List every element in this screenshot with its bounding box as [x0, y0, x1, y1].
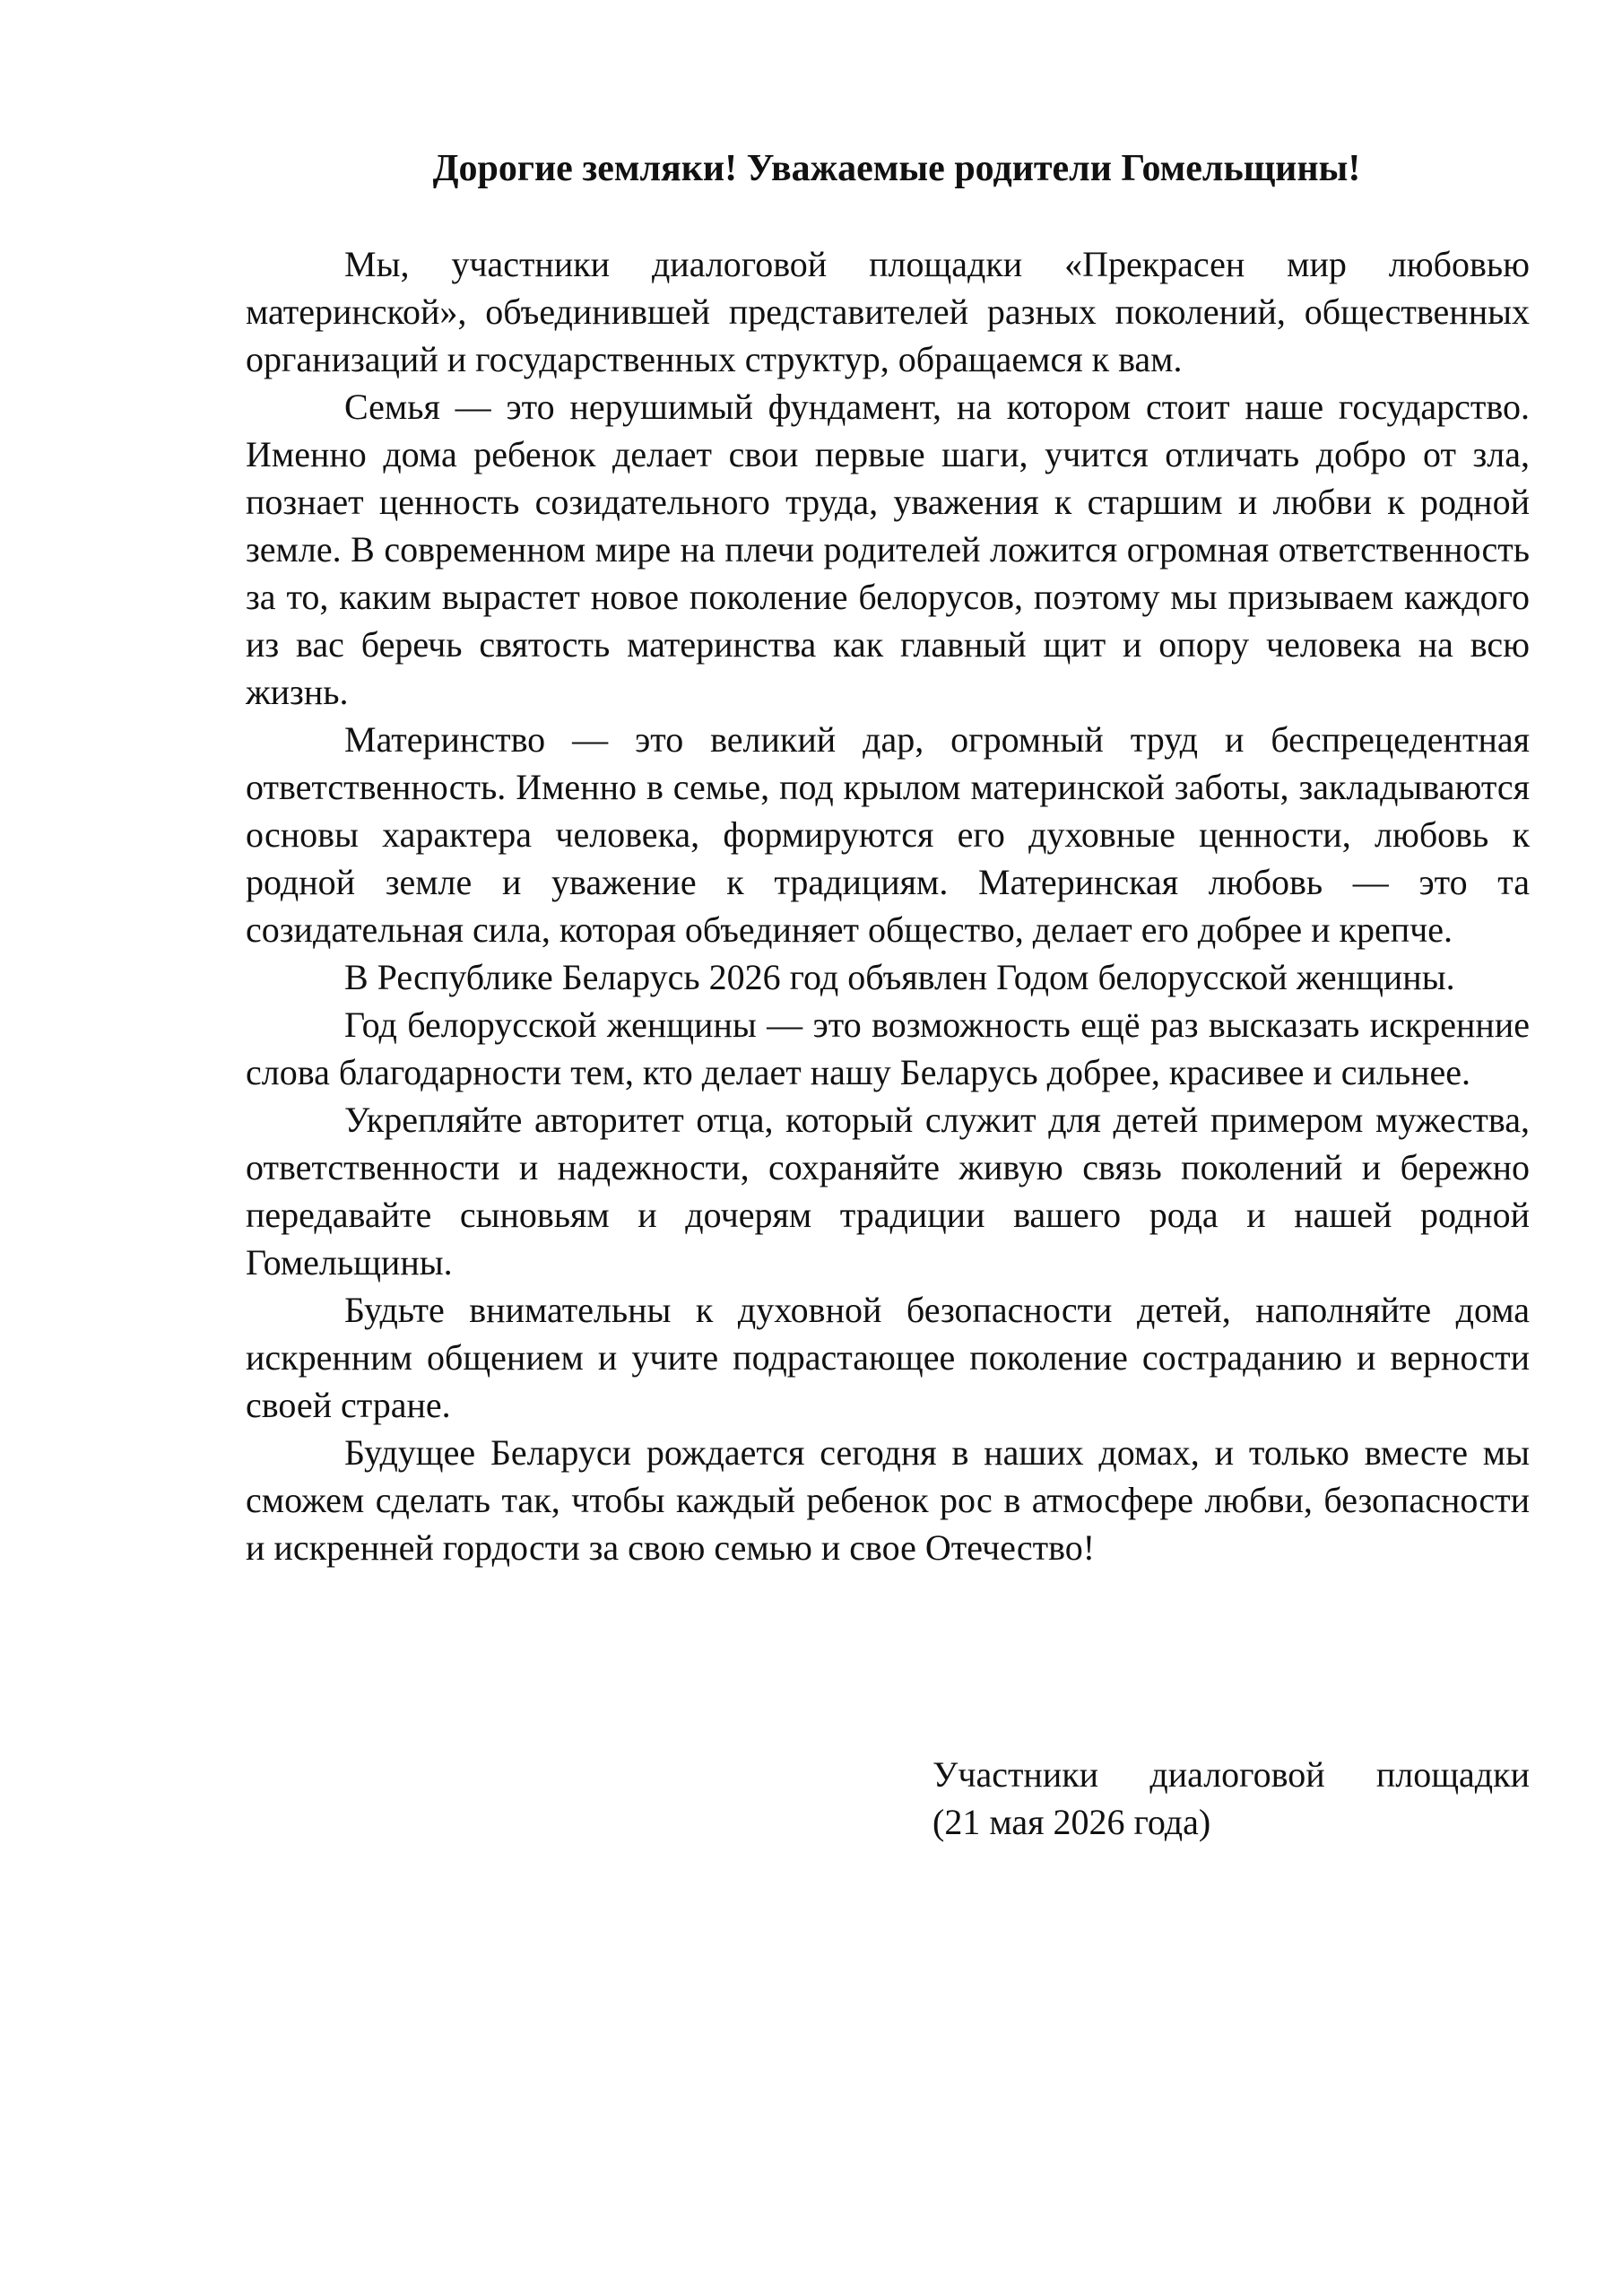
paragraph-1: Мы, участники диалоговой площадки «Прекрасен мир любовью материнской», объединившей представителей разных поколений, общественных организаций и государственных структур, обращаемся к вам. [246, 244, 1530, 379]
signature-date: (21 мая 2026 года) [932, 1802, 1211, 1842]
paragraph-2: Семья — это нерушимый фундамент, на котором стоит наше государство. Именно дома ребенок делает свои первые шаги, учится отличать добро от зла, познает ценность созидательного труда, уважения к старшим и любви к родной земле. В современном мире на плечи родителей ложится огромная ответственность за то, каким вырастет новое поколение белорусов, поэтому мы призываем каждого из вас беречь святость материнства как главный щит и опору человека на всю жизнь. [246, 387, 1530, 712]
signature-authors: Участники диалоговой площадки [932, 1754, 1530, 1795]
paragraph-3: Материнство — это великий дар, огромный труд и беспрецедентная ответственность. Именно в семье, под крылом материнской заботы, закладываются основы характера человека, формируются его духовные ценности, любовь к родной земле и уважение к традициям. Материнская любовь — это та созидательная сила, которая объединяет общество, делает его добрее и крепче. [246, 719, 1530, 950]
paragraph-7: Будьте внимательны к духовной безопасности детей, наполняйте дома искренним общением и учите подрастающее поколение состраданию и верности своей стране. [246, 1290, 1530, 1425]
paragraph-8: Будущее Беларуси рождается сегодня в наших домах, и только вместе мы сможем сделать так, чтобы каждый ребенок рос в атмосфере любви, безопасности и искренней гордости за свою семью и свое Отечество! [246, 1432, 1530, 1568]
paragraph-4: В Республике Беларусь 2026 год объявлен Годом белорусской женщины. [344, 957, 1455, 997]
paragraph-6: Укрепляйте авторитет отца, который служит для детей примером мужества, ответственности и надежности, сохраняйте живую связь поколений и бережно передавайте сыновьям и дочерям традиции вашего рода и нашей родной Гомельщины. [246, 1100, 1530, 1283]
letter-title: Дорогие земляки! Уважаемые родители Гомельщины! [432, 148, 1361, 189]
paragraph-5: Год белорусской женщины — это возможность ещё раз высказать искренние слова благодарности тем, кто делает нашу Беларусь добрее, красивее и сильнее. [246, 1004, 1530, 1092]
letter-body [246, 240, 1530, 1571]
letter-page [246, 144, 1530, 1571]
signature-block [932, 1751, 1530, 1846]
